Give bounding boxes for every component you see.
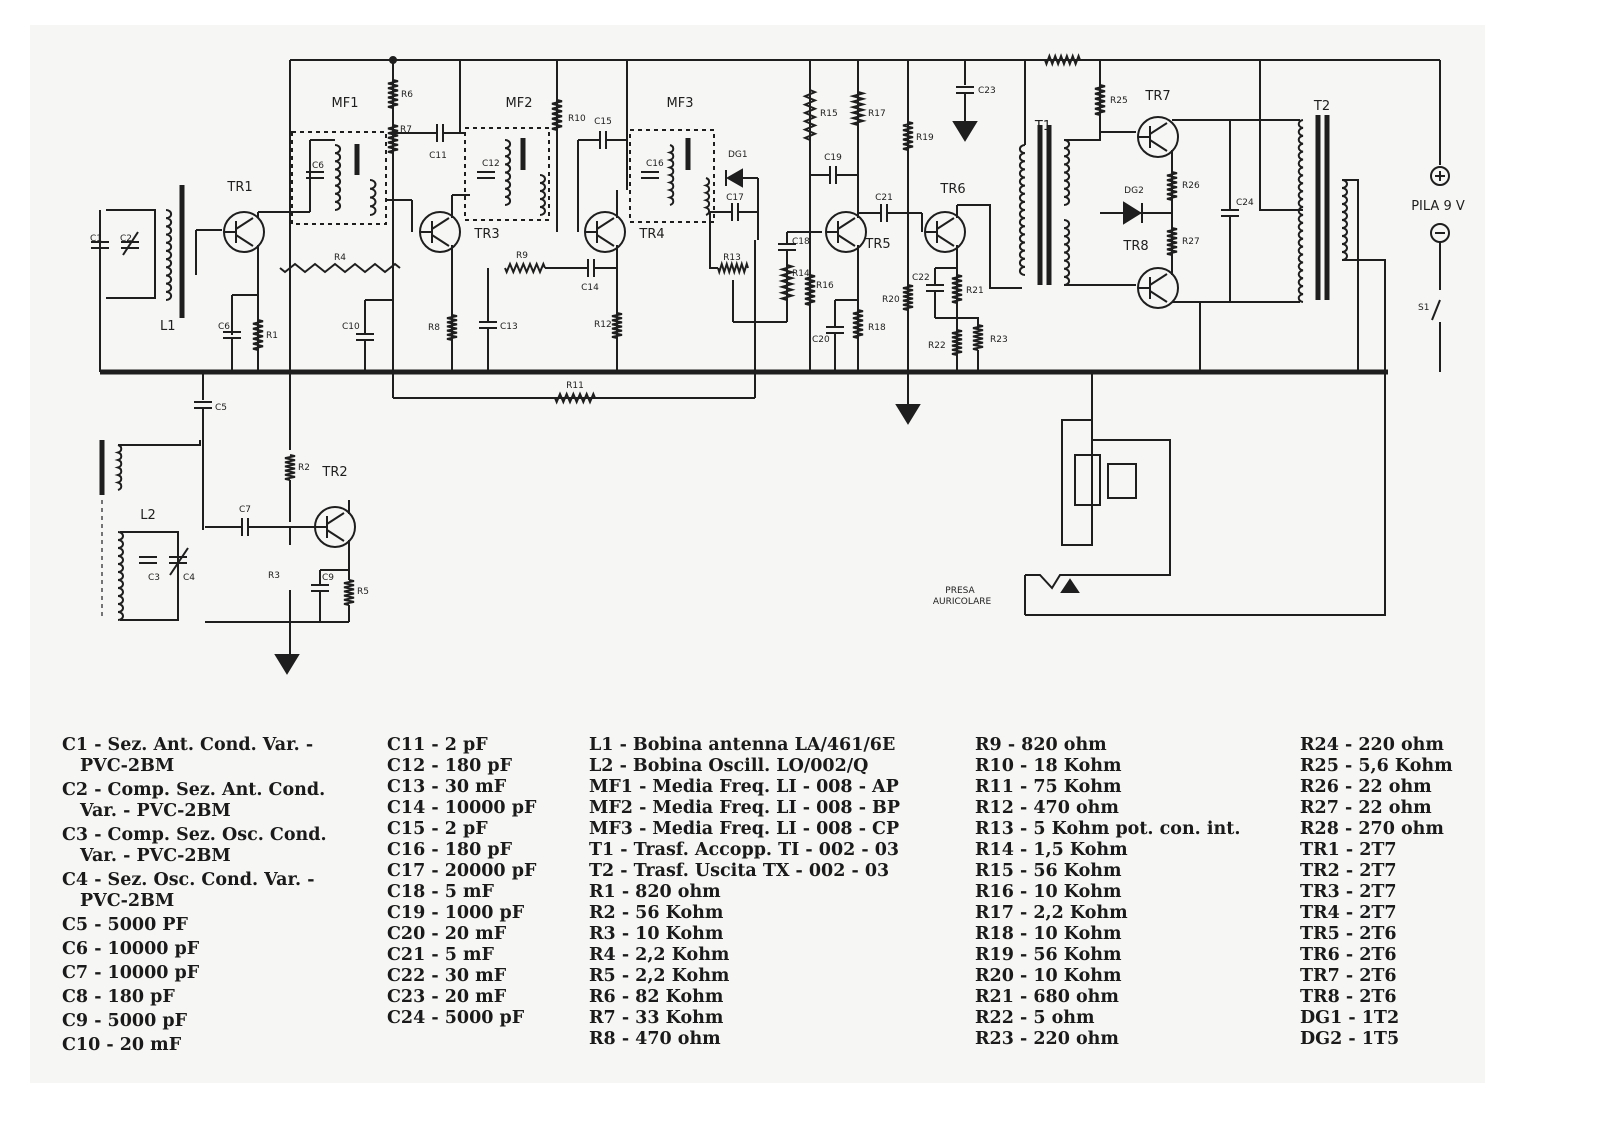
resistor-zigzag (973, 325, 983, 350)
resistor-zigzag (280, 264, 400, 272)
capacitor-c13 (479, 322, 497, 328)
capacitor-c19 (830, 166, 836, 184)
parts-list-entry: C24 - 5000 pF (387, 1008, 525, 1028)
capacitor-c22 (926, 285, 944, 291)
l2-feed (118, 440, 200, 445)
coil-winding (335, 145, 340, 210)
component-label: C22 (912, 273, 930, 283)
resistor-r7 (388, 125, 398, 153)
component-label: C7 (238, 505, 252, 515)
component-label: C18 (792, 237, 810, 247)
transistor-collector (937, 218, 954, 229)
resistor-r13 (718, 264, 748, 272)
parts-list-column-4 (975, 735, 1240, 1050)
resistor-r1 (253, 320, 263, 350)
component-label: TR3 (474, 227, 500, 242)
transistor-tr6 (925, 212, 965, 252)
capacitor-c23 (956, 87, 974, 93)
component-label: R6 (401, 90, 413, 100)
parts-list-entry: R24 - 220 ohm (1300, 735, 1444, 755)
parts-list-entry: C5 - 5000 PF (62, 915, 188, 935)
component-label: C10 (342, 322, 360, 332)
parts-list-column-3 (589, 735, 900, 1050)
component-label: C24 (1236, 198, 1254, 208)
capacitor-c3 (139, 557, 157, 563)
transistor-collector (838, 218, 855, 229)
parts-list-entry: C2 - Comp. Sez. Ant. Cond. Var. - PVC-2BM (62, 780, 326, 821)
component-label: C5 (215, 403, 228, 413)
resistor-zigzag (903, 122, 913, 150)
parts-list-column-5 (1300, 735, 1453, 1050)
parts-list-entry: R5 - 2,2 Kohm (589, 966, 730, 986)
resistor-zigzag (388, 125, 398, 153)
component-label: C19 (824, 153, 842, 163)
t1-primary (1020, 145, 1025, 275)
component-label: T1 (1034, 119, 1052, 134)
transistor-emitter (327, 530, 344, 541)
parts-list-entry: R28 - 270 ohm (1300, 819, 1444, 839)
resistor-r27 (1167, 228, 1177, 255)
resistor-r22 (952, 330, 962, 355)
resistor-r20 (903, 285, 913, 310)
resistor-zigzag (388, 80, 398, 108)
parts-list-entry: MF2 - Media Freq. LI - 008 - BP (589, 798, 901, 818)
parts-list-entry: R15 - 56 Kohm (975, 861, 1122, 881)
l2-secondary (118, 532, 123, 620)
l1-loop (106, 210, 155, 298)
component-label: R10 (568, 114, 586, 124)
speaker-icon (1062, 420, 1092, 545)
parts-list-column-1 (62, 735, 362, 1059)
component-label: R23 (990, 335, 1008, 345)
resistor-r9 (505, 264, 545, 272)
component-label: R8 (428, 323, 440, 333)
parts-list-entry: R12 - 470 ohm (975, 798, 1119, 818)
capacitor-c11 (437, 124, 443, 142)
speaker-cone (1075, 455, 1100, 505)
component-label: DG2 (1124, 186, 1144, 196)
component-label: L2 (140, 508, 156, 523)
resistor-zigzag (853, 310, 863, 338)
parts-list-entry: R23 - 220 ohm (975, 1029, 1119, 1049)
parts-list-entry: C21 - 5 mF (387, 945, 494, 965)
resistor-r5 (344, 580, 354, 605)
transistor-emitter (937, 235, 954, 246)
component-label: C12 (482, 159, 500, 169)
capacitor-c14 (588, 259, 594, 277)
parts-list-entry: C1 - Sez. Ant. Cond. Var. - PVC-2BM (62, 735, 314, 776)
parts-list-entry: R13 - 5 Kohm pot. con. int. (975, 819, 1241, 839)
capacitor-c21 (881, 204, 887, 222)
earphone-lead (1100, 372, 1385, 615)
parts-list-entry: R4 - 2,2 Kohm (589, 945, 730, 965)
component-label: C15 (594, 117, 612, 127)
t2-secondary (1342, 180, 1347, 260)
coil-winding (670, 145, 673, 205)
parts-list-entry: C11 - 2 pF (387, 735, 488, 755)
component-label: S1 (1418, 303, 1430, 313)
resistor-r14 (782, 265, 792, 300)
resistor-zigzag (805, 90, 815, 140)
component-label: C20 (812, 335, 830, 345)
capacitor-c16 (641, 172, 659, 178)
parts-list-entry: C9 - 5000 pF (62, 1011, 188, 1031)
transistor-emitter (597, 235, 614, 246)
transistor-tr3 (420, 212, 460, 252)
parts-list-entry: TR1 - 2T7 (1300, 840, 1397, 860)
parts-list-entry: C20 - 20 mF (387, 924, 507, 944)
component-label: R7 (400, 125, 412, 135)
component-label: TR5 (865, 237, 891, 252)
component-label: R13 (723, 253, 741, 263)
t2-center-tap (1260, 60, 1303, 210)
transistor-emitter (838, 235, 855, 246)
parts-list-entry: C14 - 10000 pF (387, 798, 537, 818)
ground-icon (897, 405, 919, 423)
component-label: PILA 9 V (1411, 199, 1465, 214)
resistor-zigzag (344, 580, 354, 605)
resistor-zigzag (805, 275, 815, 305)
diode-dg2-icon (1124, 203, 1140, 223)
transistor-collector (1150, 123, 1167, 134)
parts-list-entry: C22 - 30 mF (387, 966, 507, 986)
parts-list-entry: C18 - 5 mF (387, 882, 494, 902)
ground-icon (276, 655, 298, 673)
parts-list-entry: C15 - 2 pF (387, 819, 488, 839)
switch-blade (1432, 300, 1440, 320)
l1-winding (166, 210, 171, 300)
parts-list-entry: L2 - Bobina Oscill. LO/002/Q (589, 756, 869, 776)
capacitor-c24 (1221, 210, 1239, 216)
capacitor-c17 (732, 203, 738, 221)
parts-list-entry: T1 - Trasf. Accopp. TI - 002 - 03 (589, 840, 900, 860)
component-label: AURICOLARE (932, 597, 992, 607)
component-label: C6 (312, 161, 325, 171)
circuit-schematic (30, 25, 1485, 715)
parts-list-entry: TR6 - 2T6 (1300, 945, 1397, 965)
resistor- (1045, 56, 1080, 64)
coil-winding (540, 175, 545, 215)
resistor-zigzag (612, 313, 622, 338)
l2-primary (118, 445, 121, 490)
component-label: R20 (882, 295, 900, 305)
parts-list-entry: R11 - 75 Kohm (975, 777, 1122, 797)
parts-list-entry: C12 - 180 pF (387, 756, 513, 776)
parts-list-entry: TR2 - 2T7 (1300, 861, 1397, 881)
t2-out-2 (1342, 260, 1385, 372)
component-label: C4 (183, 573, 196, 583)
component-label: R26 (1182, 181, 1200, 191)
parts-list-entry: R3 - 10 Kohm (589, 924, 724, 944)
resistor-r16 (805, 275, 815, 305)
parts-list-entry: C19 - 1000 pF (387, 903, 525, 923)
parts-list-entry: C23 - 20 mF (387, 987, 507, 1007)
speaker-magnet (1108, 464, 1136, 498)
component-label: R14 (792, 269, 810, 279)
component-label: MF2 (505, 96, 533, 111)
resistor-r17 (853, 92, 863, 125)
resistor-zigzag (853, 92, 863, 125)
parts-list-entry: TR8 - 2T6 (1300, 987, 1397, 1007)
mf2-shield (465, 128, 549, 220)
resistor-r21 (952, 275, 962, 303)
parts-list-entry: TR5 - 2T6 (1300, 924, 1397, 944)
parts-list-entry: T2 - Trasf. Uscita TX - 002 - 03 (589, 861, 890, 881)
t1-to-tr7 (1064, 132, 1136, 140)
parts-list-entry: R18 - 10 Kohm (975, 924, 1122, 944)
parts-list-entry: R17 - 2,2 Kohm (975, 903, 1128, 923)
resistor-zigzag (903, 285, 913, 310)
component-label: MF3 (666, 96, 694, 111)
component-label: R1 (266, 331, 278, 341)
parts-list-entry: R14 - 1,5 Kohm (975, 840, 1128, 860)
component-label: R11 (566, 381, 584, 391)
coil-winding (706, 178, 709, 215)
transistor-collector (597, 218, 614, 229)
resistor-r10 (552, 100, 562, 130)
resistor-r23 (973, 325, 983, 350)
component-label: C23 (978, 86, 996, 96)
component-label: C6 (218, 322, 231, 332)
resistor-zigzag (952, 275, 962, 303)
component-label: C1 (90, 234, 103, 244)
resistor-zigzag (718, 264, 748, 272)
ground-icon (954, 122, 976, 140)
resistor-r19 (903, 122, 913, 150)
capacitor-c15 (600, 131, 606, 149)
parts-list-entry: R2 - 56 Kohm (589, 903, 724, 923)
speaker-return (1092, 440, 1170, 575)
parts-list-entry: DG1 - 1T2 (1300, 1008, 1400, 1028)
component-label: R22 (928, 341, 946, 351)
coil-winding (370, 180, 375, 215)
component-label: R4 (334, 253, 346, 263)
parts-list-entry: C16 - 180 pF (387, 840, 513, 860)
resistor-r2 (285, 455, 295, 480)
component-label: R16 (816, 281, 834, 291)
transistor-tr4 (585, 212, 625, 252)
t1-secondary-top (1064, 140, 1069, 205)
parts-list-entry: C7 - 10000 pF (62, 963, 200, 983)
component-label: C13 (500, 322, 518, 332)
parts-list-entry: R16 - 10 Kohm (975, 882, 1122, 902)
component-label: TR8 (1123, 239, 1149, 254)
resistor-r25 (1095, 85, 1105, 115)
t2-out (1342, 180, 1358, 372)
component-label: R25 (1110, 96, 1128, 106)
resistor-r8 (447, 315, 457, 340)
parts-list-entry: TR7 - 2T6 (1300, 966, 1397, 986)
resistor-zigzag (447, 315, 457, 340)
capacitor-c20 (826, 327, 844, 333)
resistor-zigzag (285, 455, 295, 480)
parts-list-entry: C6 - 10000 pF (62, 939, 200, 959)
component-label: TR6 (940, 182, 966, 197)
transistor-emitter (1150, 140, 1167, 151)
parts-list-entry: TR3 - 2T7 (1300, 882, 1397, 902)
component-label: MF1 (331, 96, 359, 111)
capacitor-c6b (306, 172, 324, 178)
parts-list-entry: C10 - 20 mF (62, 1035, 182, 1055)
component-label: C21 (875, 193, 893, 203)
parts-list-entry: R8 - 470 ohm (589, 1029, 721, 1049)
transistor-collector (236, 218, 253, 229)
resistor-zigzag (555, 394, 595, 402)
component-label: TR2 (322, 465, 348, 480)
component-label: R9 (516, 251, 528, 261)
parts-list-entry: R9 - 820 ohm (975, 735, 1107, 755)
parts-list-entry: MF1 - Media Freq. LI - 008 - AP (589, 777, 899, 797)
parts-list-entry: C13 - 30 mF (387, 777, 507, 797)
transistor-emitter (236, 235, 253, 246)
component-label: C16 (646, 159, 664, 169)
parts-list-entry: R10 - 18 Kohm (975, 756, 1122, 776)
component-label: C2 (120, 234, 133, 244)
earphone-jack (1025, 575, 1100, 588)
parts-list-entry: TR4 - 2T7 (1300, 903, 1397, 923)
component-label: C14 (581, 283, 599, 293)
transistor-emitter (1150, 291, 1167, 302)
parts-list-entry: DG2 - 1T5 (1300, 1029, 1400, 1049)
coil-winding (505, 140, 510, 205)
parts-list-entry: R25 - 5,6 Kohm (1300, 756, 1453, 776)
tr6-to-t1 (957, 205, 1022, 288)
junction-dot (390, 57, 396, 63)
parts-list-entry: C8 - 180 pF (62, 987, 175, 1007)
capacitor-c12 (477, 172, 495, 178)
component-label: T2 (1313, 99, 1331, 114)
component-label: R27 (1182, 237, 1200, 247)
component-label: R3 (268, 571, 280, 581)
component-label: C9 (322, 573, 335, 583)
resistor-r11 (555, 394, 595, 402)
t1-secondary-bottom (1064, 220, 1069, 285)
parts-list-entry: R7 - 33 Kohm (589, 1008, 724, 1028)
component-label: TR4 (639, 227, 665, 242)
parts-list-entry: R6 - 82 Kohm (589, 987, 724, 1007)
component-label: R17 (868, 109, 886, 119)
transistor-emitter (432, 235, 449, 246)
resistor-r15 (805, 90, 815, 140)
component-label: R19 (916, 133, 934, 143)
component-label: R2 (298, 463, 310, 473)
component-label: R21 (966, 286, 984, 296)
component-label: R5 (357, 587, 369, 597)
resistor-zigzag (505, 264, 545, 272)
parts-list-entry: C17 - 20000 pF (387, 861, 537, 881)
resistor-zigzag (253, 320, 263, 350)
resistor-zigzag (1095, 85, 1105, 115)
resistor-zigzag (1167, 228, 1177, 255)
parts-list-entry: C4 - Sez. Osc. Cond. Var. - PVC-2BM (62, 870, 315, 911)
resistor-zigzag (1167, 172, 1177, 200)
parts-list-column-2 (387, 735, 536, 1029)
parts-list-entry: R26 - 22 ohm (1300, 777, 1432, 797)
component-label: L1 (160, 319, 176, 334)
resistor-r4 (280, 264, 400, 272)
parts-list-entry: R22 - 5 ohm (975, 1008, 1095, 1028)
jack-contact-icon (1062, 580, 1078, 592)
capacitor-c9 (311, 585, 329, 591)
component-label: C11 (429, 151, 447, 161)
r13-in (710, 212, 718, 268)
diode-dg1-icon (728, 170, 742, 186)
component-label: DG1 (728, 150, 748, 160)
parts-list-entry: MF3 - Media Freq. LI - 008 - CP (589, 819, 900, 839)
resistor-r6 (388, 80, 398, 108)
transistor-collector (327, 513, 344, 524)
component-label: TR1 (227, 180, 253, 195)
resistor-zigzag (552, 100, 562, 130)
resistor-r18 (853, 310, 863, 338)
component-label: R15 (820, 109, 838, 119)
transistor-tr5 (826, 212, 866, 252)
component-label: C17 (726, 193, 744, 203)
parts-list-entry: R21 - 680 ohm (975, 987, 1119, 1007)
component-label: C3 (148, 573, 161, 583)
resistor-zigzag (782, 265, 792, 300)
capacitor-c5 (194, 402, 212, 408)
component-label: R12 (594, 320, 612, 330)
parts-list-entry: C3 - Comp. Sez. Osc. Cond. Var. - PVC-2BM (62, 825, 327, 866)
parts-list-entry: R19 - 56 Kohm (975, 945, 1122, 965)
component-label: TR7 (1145, 89, 1171, 104)
transistor-collector (1150, 274, 1167, 285)
parts-list-entry: R1 - 820 ohm (589, 882, 721, 902)
parts-list-entry: R27 - 22 ohm (1300, 798, 1432, 818)
parts-list-entry: L1 - Bobina antenna LA/461/6E (589, 735, 896, 755)
capacitor-c10 (356, 334, 374, 340)
resistor-zigzag (1045, 56, 1080, 64)
transistor-collector (432, 218, 449, 229)
resistor-r26 (1167, 172, 1177, 200)
resistor-zigzag (952, 330, 962, 355)
component-label: PRESA (945, 586, 975, 596)
capacitor-c7 (242, 518, 248, 536)
resistor-r12 (612, 313, 622, 338)
parts-list-entry: R20 - 10 Kohm (975, 966, 1122, 986)
component-label: R18 (868, 323, 886, 333)
